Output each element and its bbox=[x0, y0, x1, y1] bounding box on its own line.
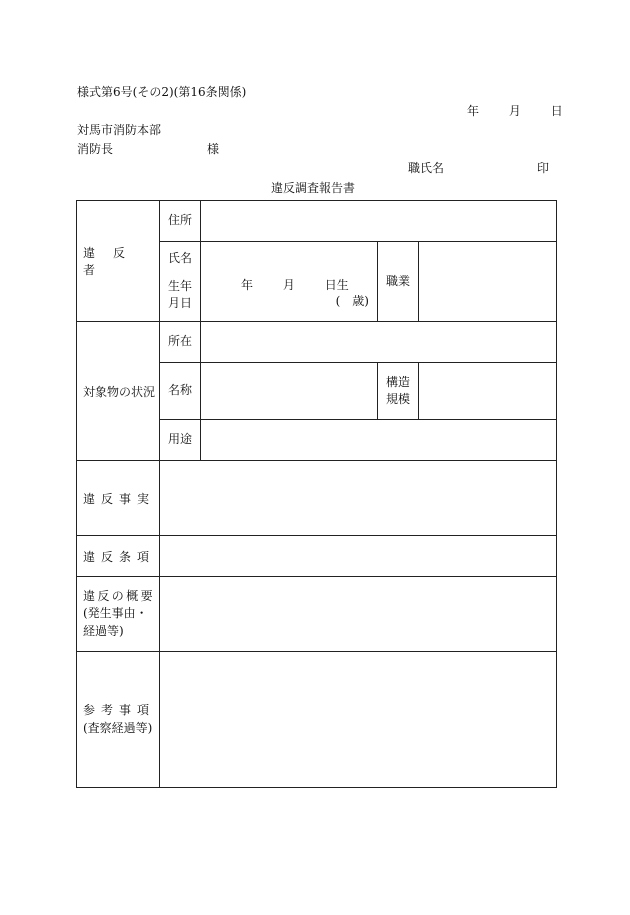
seal-mark: 印 bbox=[537, 161, 550, 175]
recipient-org: 対馬市消防本部 bbox=[77, 123, 162, 137]
birth-month: 月 bbox=[282, 278, 295, 292]
birthdate-line bbox=[241, 276, 349, 293]
date-day: 日 bbox=[550, 104, 563, 118]
clause-label: 違反条項 bbox=[77, 536, 160, 577]
form-number: 様式第6号(その2)(第16条関係) bbox=[77, 85, 247, 99]
location-field[interactable] bbox=[201, 322, 557, 363]
violator-section-label: 違反者 bbox=[77, 201, 160, 322]
summary-field[interactable] bbox=[160, 577, 557, 652]
target-name-label: 名称 bbox=[160, 363, 201, 420]
remarks-label: 参考事項 (査察経過等) bbox=[77, 652, 160, 788]
name-label: 氏名 bbox=[167, 251, 192, 266]
occupation-label: 職業 bbox=[378, 242, 419, 322]
recipient-title: 消防長 bbox=[77, 142, 114, 156]
birth-label: 生年 月日 bbox=[167, 278, 192, 311]
target-name-field[interactable] bbox=[201, 363, 378, 420]
target-section-label: 対象物の状況 bbox=[77, 322, 160, 461]
signer-label: 職氏名 bbox=[408, 161, 445, 175]
use-label: 用途 bbox=[160, 420, 201, 461]
location-label: 所在 bbox=[160, 322, 201, 363]
name-birth-label bbox=[160, 242, 201, 322]
report-table bbox=[76, 200, 557, 788]
honorific: 様 bbox=[207, 142, 220, 156]
report-date bbox=[467, 105, 563, 117]
name-birth-field[interactable] bbox=[201, 242, 378, 322]
structure-field[interactable] bbox=[419, 363, 557, 420]
occupation-field[interactable] bbox=[419, 242, 557, 322]
use-field[interactable] bbox=[201, 420, 557, 461]
facts-label: 違反事実 bbox=[77, 461, 160, 536]
birth-day: 日生 bbox=[324, 278, 349, 292]
summary-label: 違反の概要 (発生事由・ 経過等) bbox=[77, 577, 160, 652]
document-title: 違反調査報告書 bbox=[271, 181, 356, 195]
structure-label: 構造 規模 bbox=[378, 363, 419, 420]
address-label: 住所 bbox=[160, 201, 201, 242]
birth-year: 年 bbox=[241, 278, 254, 292]
remarks-field[interactable] bbox=[160, 652, 557, 788]
address-field[interactable] bbox=[201, 201, 557, 242]
clause-field[interactable] bbox=[160, 536, 557, 577]
date-year: 年 bbox=[467, 104, 480, 118]
facts-field[interactable] bbox=[160, 461, 557, 536]
date-month: 月 bbox=[508, 104, 521, 118]
age-field: ( 歳) bbox=[335, 294, 369, 308]
